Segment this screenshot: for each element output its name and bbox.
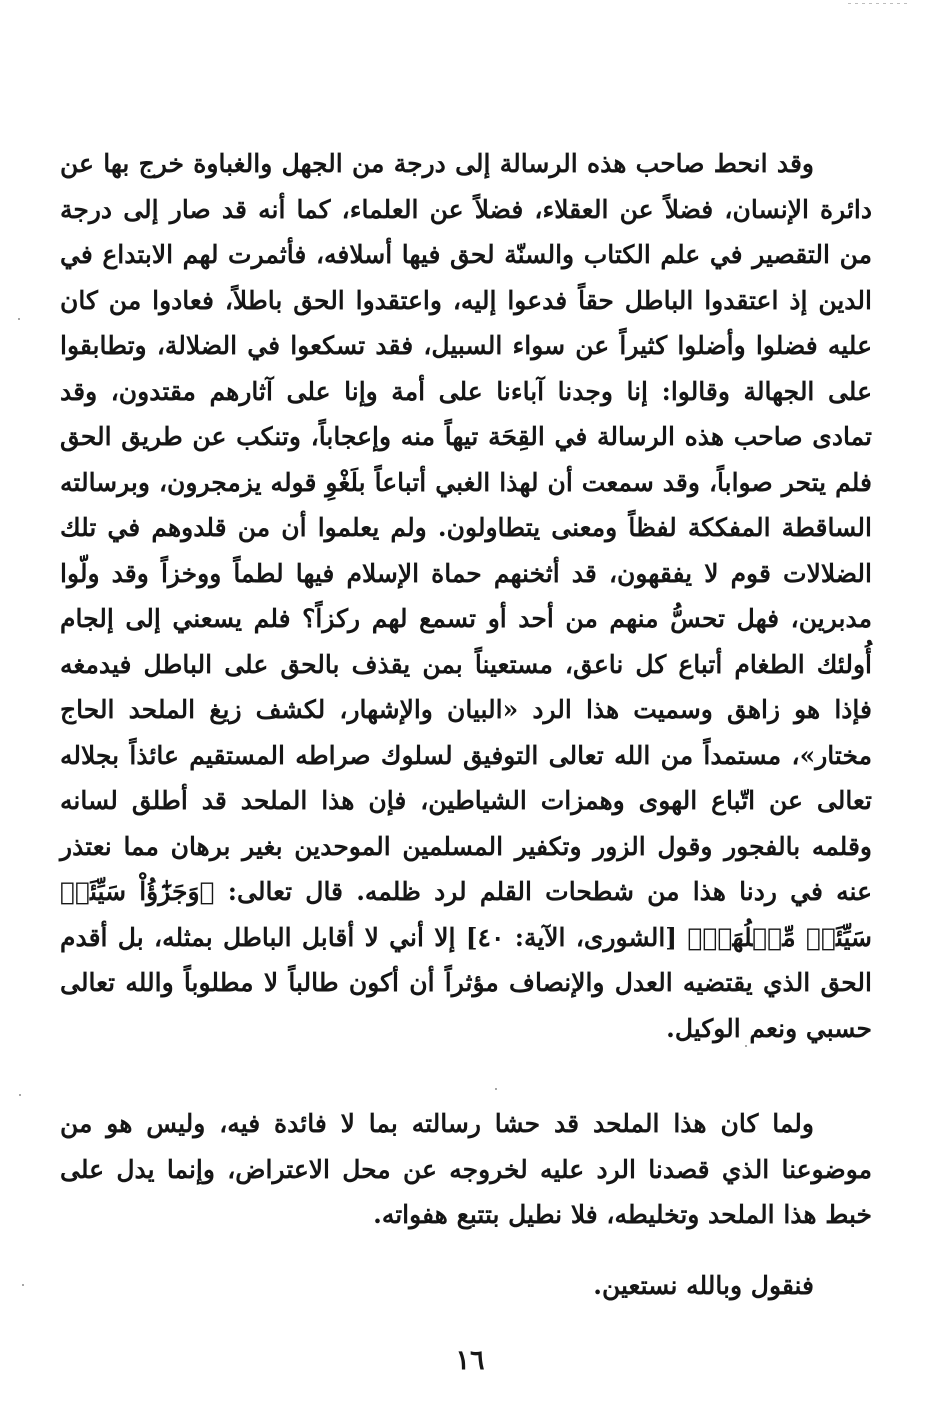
paragraph-3-block: [60, 1263, 872, 1309]
paragraph-1: وقد انحط صاحب هذه الرسالة إلى درجة من الجهل والغباوة خرج بها عن دائرة الإنسان، فضلاً عن العقلاء، فضلاً عن العلماء، كما أنه قد صار إلى درجة من التقصير في علم الكتاب والسنّة لحق فيها أسلافه، فأثمرت لهم الابتداع في الدين إذ اعتقدوا الباطل حقاً فدعوا إليه، واعتقدوا الحق باطلاً، فعادوا من كان عليه فضلوا وأضلوا كثيراً عن سواء السبيل، فقد تسكعوا في الضلالة، وتطابقوا على الجهالة وقالوا: إنا وجدنا آباءنا على أمة وإنا على آثارهم مقتدون، وقد تمادى صاحب هذه الرسالة في القِحَة تيهاً منه وإعجاباً، وتنكب عن طريق الحق فلم يتحر صواباً، وقد سمعت أن لهذا الغبي أتباعاً بلَغْوِ قوله يزمجرون، وبرسالته الساقطة المفككة لفظاً ومعنى يتطاولون. ولم يعلموا أن من قلدوهم في تلك الضلالات قوم لا يفقهون، قد أثخنهم حماة الإسلام فيها لطماً ووخزاً وقد ولّوا مدبرين، فهل تحسُّ منهم من أحد أو تسمع لهم ركزاً؟ فلم يسعني إلى إلجام أُولئك الطغام أتباع كل ناعق، مستعيناً بمن يقذف بالحق على الباطل فيدمغه فإذا هو زاهق وسميت هذا الرد «البيان والإشهار، لكشف زيغ الملحد الحاج مختار»، مستمداً من الله تعالى التوفيق لسلوك صراطه المستقيم عائذاً بجلاله تعالى عن اتّباع الهوى وهمزات الشياطين، فإن هذا الملحد قد أطلق لسانه وقلمه بالفجور وقول الزور وتكفير المسلمين الموحدين بغير برهان مما نعتذر عنه في ردنا هذا من شطحات القلم لرد ظلمه. قال تعالى: ﴿وَجَزَٰٓؤُاْ سَيِّئَةٖ سَيِّئَةٞ مِّثۡلُهَاۖ﴾ [الشورى، الآية: ٤٠] إلا أني لا أقابل الباطل بمثله، بل أقدم الحق الذي يقتضيه العدل والإنصاف مؤثراً أن أكون طالباً لا مطلوباً والله تعالى حسبي ونعم الوكيل.: [60, 149, 872, 1043]
scan-speck: [18, 318, 20, 320]
paragraph-2-block: [60, 1101, 872, 1238]
paragraph-2: ولما كان هذا الملحد قد حشا رسالته بما لا فائدة فيه، وليس هو من موضوعنا الذي قصدنا الرد عليه لخروجه عن محل الاعتراض، وإنما يدل على خبط هذا الملحد وتخليطه، فلا نطيل بتتبع هفواته.: [60, 1109, 872, 1229]
scan-speck: [22, 1284, 24, 1286]
page-number: ١٦: [455, 1345, 485, 1376]
scan-speck: [745, 1045, 747, 1047]
paragraph-1-block: [60, 141, 872, 1051]
scan-speck: [19, 1094, 21, 1096]
top-edge-mark: [848, 3, 908, 4]
scan-speck: [495, 1088, 497, 1090]
paragraph-3: فنقول وبالله نستعين.: [593, 1271, 814, 1300]
